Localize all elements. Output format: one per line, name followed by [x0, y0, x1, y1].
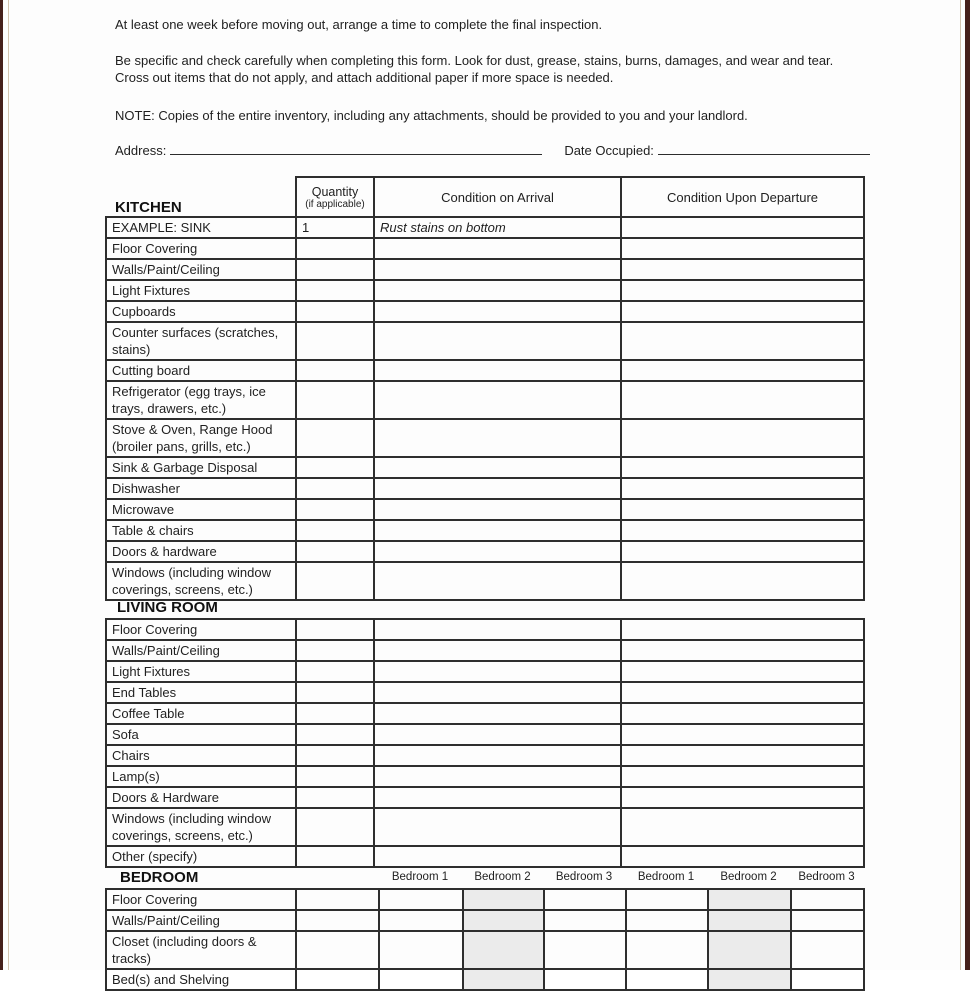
- table-row: [106, 661, 864, 682]
- item-label-cell: Light Fixtures: [106, 661, 296, 682]
- date-occupied-input-line[interactable]: [658, 141, 870, 155]
- item-label-cell: Walls/Paint/Ceiling: [106, 640, 296, 661]
- item-label-cell: Floor Covering: [106, 619, 296, 640]
- bedroom-3-departure-label: Bedroom 3: [798, 871, 855, 883]
- condition-arrival-entry-cell[interactable]: [374, 562, 621, 600]
- bedroom-table: [105, 888, 865, 991]
- condition-departure-entry-cell[interactable]: [621, 541, 864, 562]
- bedroom1-arrival-entry-cell[interactable]: [379, 931, 463, 969]
- item-label-cell: Doors & Hardware: [106, 787, 296, 808]
- item-label-cell: Table & chairs: [106, 520, 296, 541]
- quantity-entry-cell[interactable]: [296, 457, 374, 478]
- item-label-cell: Doors & hardware: [106, 541, 296, 562]
- condition-departure-entry-cell[interactable]: [621, 619, 864, 640]
- bedroom1-departure-entry-cell[interactable]: [626, 931, 708, 969]
- condition-departure-entry-cell[interactable]: [621, 478, 864, 499]
- item-label-cell: Refrigerator (egg trays, ice trays, drawers, etc.): [106, 381, 296, 419]
- living-room-section-title: LIVING ROOM: [117, 599, 218, 616]
- table-row: [106, 682, 864, 703]
- item-label-cell: Lamp(s): [106, 766, 296, 787]
- right-page-edge-line: [960, 0, 961, 970]
- table-row: [106, 419, 864, 457]
- quantity-entry-cell[interactable]: [296, 703, 374, 724]
- bedroom3-departure-entry-cell[interactable]: [791, 889, 864, 910]
- table-row: [106, 238, 864, 259]
- bedroom1-arrival-entry-cell[interactable]: [379, 889, 463, 910]
- bedroom3-arrival-entry-cell[interactable]: [544, 910, 626, 931]
- quantity-entry-cell[interactable]: [296, 910, 379, 931]
- quantity-entry-cell[interactable]: [296, 661, 374, 682]
- table-row: [106, 301, 864, 322]
- quantity-entry-cell[interactable]: [296, 562, 374, 600]
- item-label-cell: EXAMPLE: SINK: [106, 217, 296, 238]
- table-row: [106, 217, 864, 238]
- condition-departure-entry-cell[interactable]: [621, 846, 864, 867]
- address-row: [115, 141, 870, 158]
- condition-arrival-entry-cell[interactable]: [374, 745, 621, 766]
- condition-departure-entry-cell[interactable]: [621, 322, 864, 360]
- condition-arrival-entry-cell[interactable]: [374, 846, 621, 867]
- item-label-cell: Sofa: [106, 724, 296, 745]
- address-label: Address:: [115, 143, 167, 158]
- condition-arrival-entry-cell[interactable]: [374, 682, 621, 703]
- condition-arrival-column-header: Condition on Arrival: [374, 177, 621, 217]
- left-page-edge-line: [8, 0, 9, 970]
- condition-arrival-entry-cell[interactable]: [374, 766, 621, 787]
- condition-departure-entry-cell[interactable]: [621, 259, 864, 280]
- table-row: [106, 280, 864, 301]
- condition-arrival-entry-cell[interactable]: [374, 360, 621, 381]
- bedroom1-arrival-entry-cell[interactable]: [379, 969, 463, 990]
- condition-arrival-entry-cell[interactable]: [374, 419, 621, 457]
- bedroom2-arrival-entry-cell[interactable]: [463, 931, 544, 969]
- condition-arrival-entry-cell[interactable]: [374, 661, 621, 682]
- table-row: [106, 381, 864, 419]
- intro-paragraph-2: [115, 52, 870, 86]
- condition-departure-column-header: Condition Upon Departure: [621, 177, 864, 217]
- condition-departure-entry-cell[interactable]: [621, 280, 864, 301]
- bedroom3-arrival-entry-cell[interactable]: [544, 931, 626, 969]
- condition-departure-entry-cell[interactable]: [621, 381, 864, 419]
- intro-line-1: At least one week before moving out, arrange a time to complete the final inspection.: [115, 17, 603, 32]
- table-row: [106, 745, 864, 766]
- table-row: [106, 562, 864, 600]
- table-row: [106, 766, 864, 787]
- item-label-cell: Cupboards: [106, 301, 296, 322]
- condition-arrival-entry-cell[interactable]: [374, 724, 621, 745]
- bedroom2-arrival-entry-cell[interactable]: [463, 969, 544, 990]
- condition-departure-entry-cell[interactable]: [621, 808, 864, 846]
- bedroom3-arrival-entry-cell[interactable]: [544, 969, 626, 990]
- table-row: [106, 360, 864, 381]
- bedroom-3-arrival-label: Bedroom 3: [555, 871, 613, 883]
- condition-arrival-entry-cell[interactable]: [374, 301, 621, 322]
- item-label-cell: Closet (including doors & tracks): [106, 931, 296, 969]
- quantity-header-sublabel: (if applicable): [305, 198, 365, 210]
- table-row: [106, 703, 864, 724]
- left-maroon-border-bar: [0, 0, 3, 970]
- item-label-cell: Sink & Garbage Disposal: [106, 457, 296, 478]
- quantity-entry-cell[interactable]: 1: [296, 217, 374, 238]
- condition-arrival-entry-cell[interactable]: Rust stains on bottom: [374, 217, 621, 238]
- kitchen-table: [105, 176, 865, 601]
- item-label-cell: Floor Covering: [106, 889, 296, 910]
- kitchen-section-title: KITCHEN: [115, 199, 182, 216]
- quantity-entry-cell[interactable]: [296, 360, 374, 381]
- note-line: NOTE: Copies of the entire inventory, including any attachments, should be provided to you and your landlord.: [115, 108, 748, 123]
- item-label-cell: Counter surfaces (scratches, stains): [106, 322, 296, 360]
- quantity-entry-cell[interactable]: [296, 499, 374, 520]
- condition-departure-entry-cell[interactable]: [621, 301, 864, 322]
- condition-arrival-entry-cell[interactable]: [374, 322, 621, 360]
- quantity-entry-cell[interactable]: [296, 541, 374, 562]
- bedroom1-arrival-entry-cell[interactable]: [379, 910, 463, 931]
- bedroom3-departure-entry-cell[interactable]: [791, 910, 864, 931]
- quantity-entry-cell[interactable]: [296, 280, 374, 301]
- bedroom2-arrival-entry-cell[interactable]: [463, 910, 544, 931]
- table-row: [106, 931, 864, 969]
- bedroom2-departure-entry-cell[interactable]: [708, 969, 791, 990]
- condition-arrival-entry-cell[interactable]: [374, 640, 621, 661]
- condition-arrival-entry-cell[interactable]: [374, 703, 621, 724]
- table-row: [106, 724, 864, 745]
- item-label-cell: Bed(s) and Shelving: [106, 969, 296, 990]
- condition-departure-entry-cell[interactable]: [621, 217, 864, 238]
- quantity-entry-cell[interactable]: [296, 238, 374, 259]
- bedroom-1-departure-label: Bedroom 1: [637, 871, 695, 883]
- bedroom-section-title: BEDROOM: [120, 869, 199, 886]
- bedroom-column-labels: [378, 871, 863, 883]
- quantity-entry-cell[interactable]: [296, 682, 374, 703]
- right-maroon-border-bar: [965, 0, 970, 970]
- quantity-entry-cell[interactable]: [296, 787, 374, 808]
- table-row: [106, 910, 864, 931]
- table-row: [106, 619, 864, 640]
- table-row: [106, 808, 864, 846]
- table-row: [106, 457, 864, 478]
- address-input-line[interactable]: [170, 141, 542, 155]
- condition-arrival-entry-cell[interactable]: [374, 280, 621, 301]
- quantity-entry-cell[interactable]: [296, 322, 374, 360]
- quantity-entry-cell[interactable]: [296, 301, 374, 322]
- quantity-entry-cell[interactable]: [296, 766, 374, 787]
- kitchen-header-row: [106, 177, 864, 217]
- table-row: [106, 541, 864, 562]
- table-row: [106, 846, 864, 867]
- item-label-cell: Dishwasher: [106, 478, 296, 499]
- item-label-cell: Light Fixtures: [106, 280, 296, 301]
- quantity-entry-cell[interactable]: [296, 969, 379, 990]
- intro-paragraph-2-line-2: Cross out items that do not apply, and attach additional paper if more space is needed.: [115, 70, 614, 85]
- kitchen-section-header-cell: [106, 177, 296, 217]
- condition-departure-entry-cell[interactable]: [621, 724, 864, 745]
- living-room-table: [105, 618, 865, 868]
- bedroom-2-departure-label: Bedroom 2: [720, 871, 777, 883]
- item-label-cell: Coffee Table: [106, 703, 296, 724]
- condition-departure-entry-cell[interactable]: [621, 360, 864, 381]
- item-label-cell: Cutting board: [106, 360, 296, 381]
- quantity-entry-cell[interactable]: [296, 478, 374, 499]
- bedroom-1-arrival-label: Bedroom 1: [391, 871, 449, 883]
- table-row: [106, 640, 864, 661]
- condition-arrival-entry-cell[interactable]: [374, 619, 621, 640]
- condition-arrival-entry-cell[interactable]: [374, 457, 621, 478]
- quantity-entry-cell[interactable]: [296, 259, 374, 280]
- condition-arrival-entry-cell[interactable]: [374, 478, 621, 499]
- bedroom2-arrival-entry-cell[interactable]: [463, 889, 544, 910]
- condition-departure-entry-cell[interactable]: [621, 661, 864, 682]
- quantity-column-header: [296, 177, 374, 217]
- table-row: [106, 259, 864, 280]
- condition-departure-entry-cell[interactable]: [621, 745, 864, 766]
- condition-departure-entry-cell[interactable]: [621, 640, 864, 661]
- quantity-entry-cell[interactable]: [296, 619, 374, 640]
- bedroom-2-arrival-label: Bedroom 2: [474, 871, 531, 883]
- quantity-entry-cell[interactable]: [296, 381, 374, 419]
- quantity-entry-cell[interactable]: [296, 724, 374, 745]
- item-label-cell: Windows (including window coverings, screens, etc.): [106, 808, 296, 846]
- condition-arrival-entry-cell[interactable]: [374, 259, 621, 280]
- quantity-entry-cell[interactable]: [296, 419, 374, 457]
- item-label-cell: Chairs: [106, 745, 296, 766]
- bedroom1-departure-entry-cell[interactable]: [626, 910, 708, 931]
- condition-departure-entry-cell[interactable]: [621, 562, 864, 600]
- quantity-entry-cell[interactable]: [296, 931, 379, 969]
- condition-arrival-entry-cell[interactable]: [374, 381, 621, 419]
- intro-paragraph-2-line-1: Be specific and check carefully when completing this form. Look for dust, grease, stains, burns, damages, and wear and tear.: [115, 53, 834, 68]
- quantity-entry-cell[interactable]: [296, 808, 374, 846]
- item-label-cell: Stove & Oven, Range Hood (broiler pans, grills, etc.): [106, 419, 296, 457]
- item-label-cell: Walls/Paint/Ceiling: [106, 259, 296, 280]
- table-row: [106, 322, 864, 360]
- quantity-entry-cell[interactable]: [296, 889, 379, 910]
- condition-departure-entry-cell[interactable]: [621, 766, 864, 787]
- quantity-header-label: Quantity: [311, 184, 359, 199]
- quantity-entry-cell[interactable]: [296, 520, 374, 541]
- item-label-cell: End Tables: [106, 682, 296, 703]
- bedroom3-departure-entry-cell[interactable]: [791, 969, 864, 990]
- condition-departure-entry-cell[interactable]: [621, 238, 864, 259]
- bedroom1-departure-entry-cell[interactable]: [626, 889, 708, 910]
- condition-departure-entry-cell[interactable]: [621, 520, 864, 541]
- item-label-cell: Walls/Paint/Ceiling: [106, 910, 296, 931]
- bedroom2-departure-entry-cell[interactable]: [708, 931, 791, 969]
- condition-arrival-entry-cell[interactable]: [374, 499, 621, 520]
- table-row: [106, 969, 864, 990]
- bedroom1-departure-entry-cell[interactable]: [626, 969, 708, 990]
- condition-arrival-entry-cell[interactable]: [374, 787, 621, 808]
- bedroom3-arrival-entry-cell[interactable]: [544, 889, 626, 910]
- table-row: [106, 499, 864, 520]
- condition-departure-entry-cell[interactable]: [621, 787, 864, 808]
- item-label-cell: Other (specify): [106, 846, 296, 867]
- condition-departure-entry-cell[interactable]: [621, 499, 864, 520]
- quantity-entry-cell[interactable]: [296, 846, 374, 867]
- item-label-cell: Windows (including window coverings, screens, etc.): [106, 562, 296, 600]
- condition-arrival-entry-cell[interactable]: [374, 238, 621, 259]
- bedroom2-departure-entry-cell[interactable]: [708, 910, 791, 931]
- bedroom2-departure-entry-cell[interactable]: [708, 889, 791, 910]
- item-label-cell: Microwave: [106, 499, 296, 520]
- quantity-entry-cell[interactable]: [296, 745, 374, 766]
- condition-arrival-entry-cell[interactable]: [374, 808, 621, 846]
- condition-arrival-entry-cell[interactable]: [374, 541, 621, 562]
- bedroom3-departure-entry-cell[interactable]: [791, 931, 864, 969]
- condition-departure-entry-cell[interactable]: [621, 419, 864, 457]
- table-row: [106, 478, 864, 499]
- table-row: [106, 889, 864, 910]
- quantity-entry-cell[interactable]: [296, 640, 374, 661]
- table-row: [106, 520, 864, 541]
- condition-departure-entry-cell[interactable]: [621, 703, 864, 724]
- condition-departure-entry-cell[interactable]: [621, 457, 864, 478]
- table-row: [106, 787, 864, 808]
- item-label-cell: Floor Covering: [106, 238, 296, 259]
- condition-departure-entry-cell[interactable]: [621, 682, 864, 703]
- date-occupied-label: Date Occupied:: [564, 143, 654, 158]
- condition-arrival-entry-cell[interactable]: [374, 520, 621, 541]
